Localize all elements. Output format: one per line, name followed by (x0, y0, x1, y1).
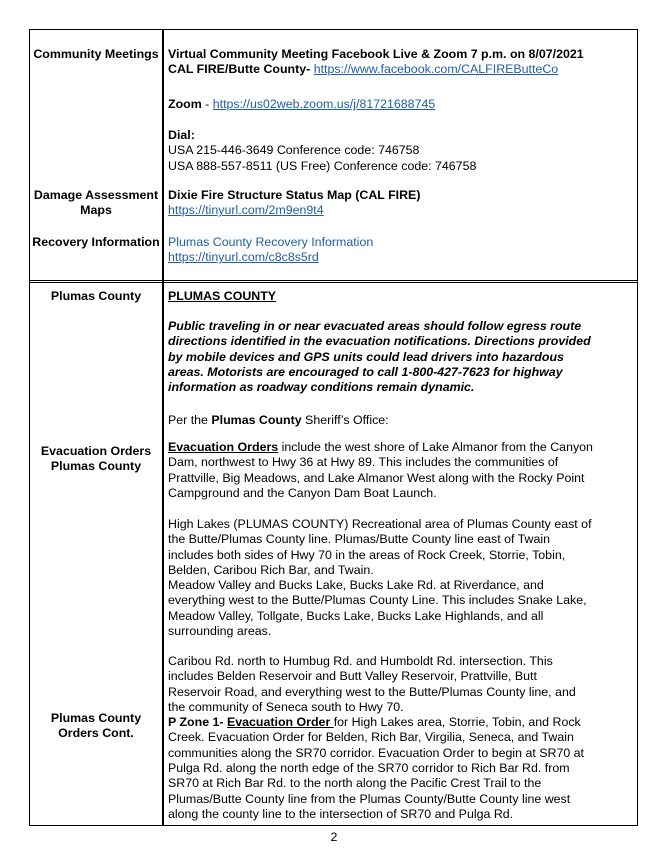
caribou-line: Reservoir Road, and everything west to the Butte/Plumas County line, and (168, 684, 576, 699)
damage-title: Dixie Fire Structure Status Map (CAL FIRE) (168, 188, 421, 202)
meeting-block (168, 47, 638, 78)
zoom-separator: - (201, 97, 213, 111)
caribou-block (168, 654, 638, 822)
evacuation-orders-heading: Evacuation Orders (168, 440, 279, 454)
meeting-host: CAL FIRE/Butte County- (168, 62, 314, 77)
pzone-line: SR70 at Rich Bar Rd. to the north along the Pacific Crest Trail to the (168, 776, 542, 791)
damage-block (168, 188, 638, 219)
zoom-label: Zoom (168, 97, 202, 111)
meeting-title: Virtual Community Meeting Facebook Live & Zoom 7 p.m. on 8/07/2021 (168, 47, 584, 61)
per-prefix: Per the (168, 413, 212, 427)
warning-line: Public traveling in or near evacuated areas should follow egress route (168, 319, 582, 333)
pzone-line: Creek. Evacuation Order for Belden, Rich Bar, Virgilia, Seneca, and Twain (168, 730, 574, 745)
high-lakes-line: Meadow Valley, Tollgate, Bucks Lake, Bucks Lake Highlands, and all (168, 608, 544, 623)
pzone-text: for High Lakes area, Storrie, Tobin, and Rock (333, 715, 581, 730)
plumas-heading-line (168, 289, 638, 304)
recovery-link[interactable]: https://tinyurl.com/c8c8s5rd (168, 250, 319, 265)
high-lakes-block (168, 517, 638, 639)
pzone-prefix: P Zone 1- (168, 715, 227, 730)
damage-map-link[interactable]: https://tinyurl.com/2m9en9t4 (168, 203, 324, 218)
high-lakes-line: Belden, Caribou Rich Bar, and Twain. (168, 562, 374, 577)
zoom-line (168, 97, 638, 112)
caribou-line: the community of Seneca south to Hwy 70. (168, 699, 404, 714)
page-number: 2 (330, 830, 338, 844)
warning-line: by mobile devices and GPS units could lead drivers into hazardous (168, 349, 564, 364)
caribou-line: Caribou Rd. north to Humbug Rd. and Humboldt Rd. intersection. This (168, 654, 553, 668)
zoom-link[interactable]: https://us02web.zoom.us/j/81721688745 (212, 97, 436, 111)
pzone-line: along the county line to the intersection of SR70 and Pulga Rd. (168, 806, 514, 821)
warning-line: directions identified in the evacuation notifications. Directions provided (168, 334, 591, 349)
per-county: Plumas County (211, 413, 302, 427)
label-recovery-information: Recovery Information (32, 235, 160, 249)
caribou-line: includes Belden Reservoir and Butt Valley Reservoir, Prattville, Butt (168, 669, 537, 684)
high-lakes-line: High Lakes (PLUMAS COUNTY) Recreational area of Plumas County east of (168, 517, 592, 531)
sheriff-line (168, 413, 638, 428)
dial-label: Dial: (168, 128, 195, 142)
evac-line: Prattville, Big Meadows, and Lake Almanor West along with the Rocky Point (168, 470, 585, 485)
plumas-heading: PLUMAS COUNTY (168, 289, 277, 303)
pzone-line: Pulga Rd. along the north edge of the SR70 corridor to Rich Bar Rd. from (168, 761, 570, 776)
label-plumas-county: Plumas County (50, 289, 142, 303)
recovery-block (168, 235, 638, 266)
high-lakes-line: surrounding areas. (168, 624, 272, 639)
evacuation-orders-block (168, 440, 638, 501)
high-lakes-line: the Butte/Plumas County line. Plumas/Butte County line east of Twain (168, 532, 551, 547)
pzone-line: communities along the SR70 corridor. Evacuation Order to begin at SR70 at (168, 745, 584, 760)
evac-text: include the west shore of Lake Almanor from the Canyon (278, 440, 593, 454)
evac-line: Campground and the Canyon Dam Boat Launch. (168, 485, 437, 500)
high-lakes-line: Meadow Valley and Bucks Lake, Bucks Lake Rd. at Riverdance, and (168, 578, 544, 593)
evac-line: Dam, northwest to Hwy 36 at Hwy 89. This includes the communities of (168, 455, 559, 470)
high-lakes-line: everything west to the Butte/Plumas County Line. This includes Snake Lake, (168, 593, 587, 608)
warning-line: areas. Motorists are encouraged to call 1-800-427-7623 for highway (168, 364, 563, 379)
column-divider (162, 29, 164, 826)
pzone-line: Plumas/Butte County line from the Plumas County/Butte County line west (168, 791, 571, 806)
recovery-title: Plumas County Recovery Information (168, 235, 374, 249)
row-divider (29, 280, 638, 283)
dial-number-1: USA 215-446-3649 Conference code: 746758 (168, 143, 420, 158)
traffic-warning (168, 319, 638, 395)
per-suffix: Sheriff’s Office: (301, 413, 389, 427)
label-damage-assessment: Damage Assessment Maps (33, 188, 159, 218)
label-community-meetings: Community Meetings (33, 47, 159, 61)
meeting-facebook-line (168, 62, 638, 77)
high-lakes-line: includes both sides of Hwy 70 in the areas of Rock Creek, Storrie, Tobin, (168, 547, 566, 562)
label-orders-cont: Plumas County Orders Cont. (50, 711, 142, 741)
warning-line: information as roadway conditions remain dynamic. (168, 380, 475, 395)
facebook-link[interactable]: https://www.facebook.com/CALFIREButteCo (313, 62, 559, 77)
pzone-heading: Evacuation Order (226, 715, 334, 730)
label-evacuation-orders: Evacuation Orders Plumas County (40, 444, 152, 474)
dial-block (168, 128, 638, 174)
dial-number-2: USA 888-557-8511 (US Free) Conference code: 746758 (168, 158, 477, 173)
